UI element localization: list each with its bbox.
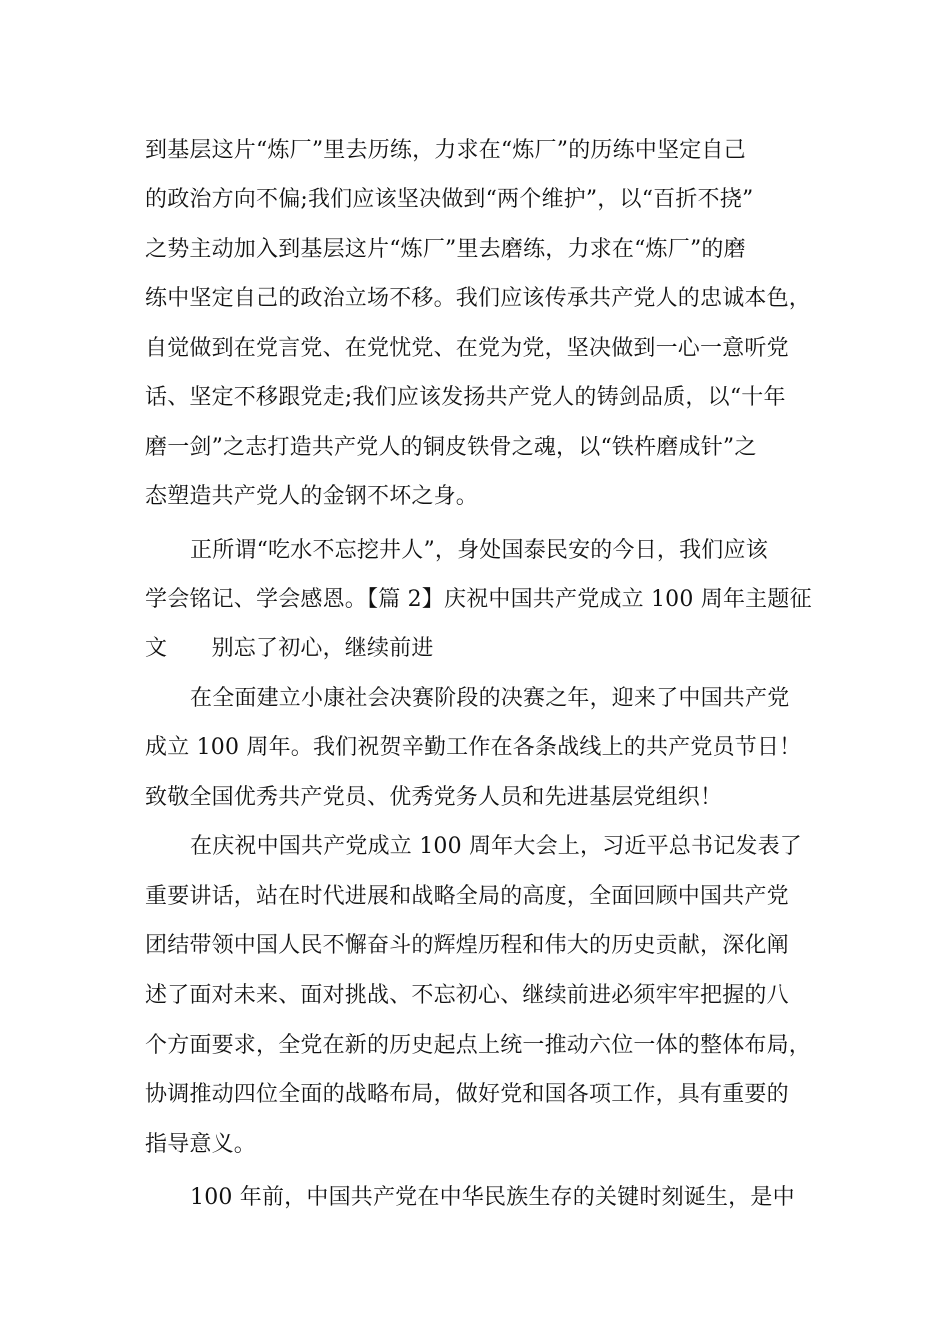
text-line: 到基层这片“炼厂”里去历练，力求在“炼厂”的历练中坚定自己 bbox=[145, 138, 746, 163]
text-line: 致敬全国优秀共产党员、优秀党务人员和先进基层党组织！ bbox=[145, 785, 723, 810]
text-line: 话、坚定不移跟党走;我们应该发扬共产党人的铸剑品质，以“十年 bbox=[145, 385, 786, 410]
paragraph-first-line: 在庆祝中国共产党成立 100 周年大会上，习近平总书记发表了 bbox=[190, 834, 802, 859]
text-line: 自觉做到在党言党、在党忧党、在党为党，坚决做到一心一意听党 bbox=[145, 336, 789, 361]
text-line: 团结带领中国人民不懈奋斗的辉煌历程和伟大的历史贡献，深化阐 bbox=[145, 933, 789, 958]
paragraph-first-line: 正所谓“吃水不忘挖井人”，身处国泰民安的今日，我们应该 bbox=[190, 538, 768, 563]
text-line: 重要讲话，站在时代进展和战略全局的高度，全面回顾中国共产党 bbox=[145, 884, 789, 909]
paragraph-first-line: 100 年前，中国共产党在中华民族生存的关键时刻诞生，是中 bbox=[190, 1185, 795, 1210]
text-line: 练中坚定自己的政治立场不移。我们应该传承共产党人的忠诚本色， bbox=[145, 286, 812, 311]
text-line: 指导意义。 bbox=[145, 1132, 257, 1157]
text-line: 协调推动四位全面的战略布局，做好党和国各项工作，具有重要的 bbox=[145, 1082, 789, 1107]
text-line: 述了面对未来、面对挑战、不忘初心、继续前进必须牢牢把握的八 bbox=[145, 983, 789, 1008]
text-line: 学会铭记、学会感恩。【篇 2】庆祝中国共产党成立 100 周年主题征 bbox=[145, 587, 812, 612]
text-line: 个方面要求，全党在新的历史起点上统一推动六位一体的整体布局， bbox=[145, 1033, 812, 1058]
paragraph-first-line: 在全面建立小康社会决赛阶段的决赛之年，迎来了中国共产党 bbox=[190, 686, 790, 711]
text-line: 的政治方向不偏;我们应该坚决做到“两个维护”，以“百折不挠” bbox=[145, 187, 754, 212]
text-line: 态塑造共产党人的金钢不坏之身。 bbox=[145, 484, 479, 509]
section-heading-line: 文 别忘了初心，继续前进 bbox=[145, 636, 434, 661]
text-line: 成立 100 周年。我们祝贺辛勤工作在各条战线上的共产党员节日！ bbox=[145, 735, 802, 760]
text-line: 磨一剑”之志打造共产党人的铜皮铁骨之魂，以“铁杵磨成针”之 bbox=[145, 435, 757, 460]
text-line: 之势主动加入到基层这片“炼厂”里去磨练，力求在“炼厂”的磨 bbox=[145, 237, 746, 262]
